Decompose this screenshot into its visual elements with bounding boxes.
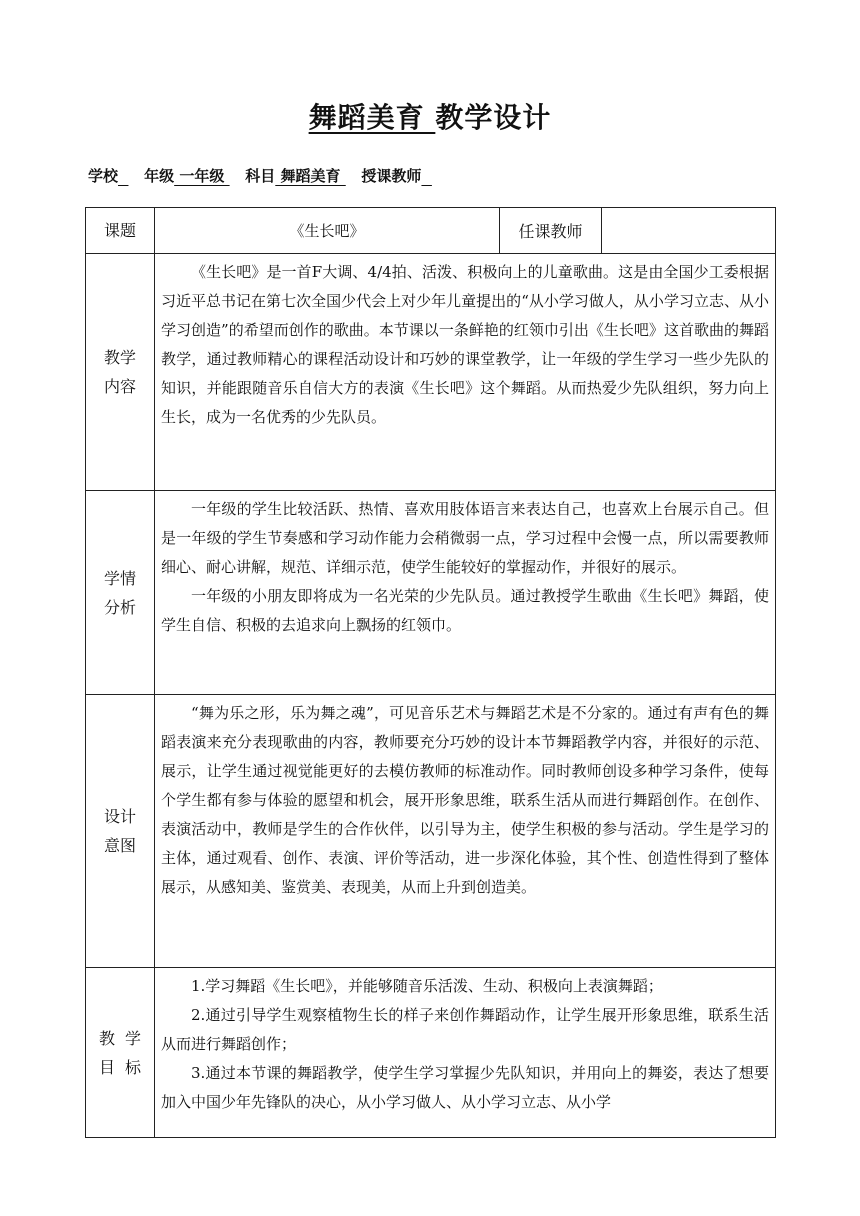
subject-label: 科目 [245,167,276,185]
goals-label-line2: 目标 [98,1057,151,1077]
title-subject: 舞蹈美育 [308,101,436,134]
grade-value: 一年级 [174,167,230,185]
instructor-value [421,167,431,185]
analysis-label-line1: 学情 [103,568,136,588]
content-label-line2: 内容 [103,377,136,396]
subject-value: 舞蹈美育 [275,167,346,185]
content-label-line1: 教学 [103,348,136,367]
content-label [86,254,155,491]
goals-paragraph: 2.通过引导学生观察植物生长的样子来创作舞蹈动作，让学生展开形象思维，联系生活从而进行舞蹈创作； [161,1006,769,1053]
goals-label-line1: 教学 [98,1028,151,1048]
intent-label [86,695,155,968]
intent-paragraph: “舞为乐之形，乐为舞之魂”，可见音乐艺术与舞蹈艺术是不分家的。通过有声有色的舞蹈表演来充分表现歌曲的内容，教师要充分巧妙的设计本节舞蹈教学内容，并很好的示范、展示，让学生通过视觉能更好的去模仿教师的标准动作。同时教师创设多种学习条件，使每个学生都有参与体验的愿望和机会，展开形象思维，联系生活从而进行舞蹈创作。在创作、表演活动中，教师是学生的合作伙伴，以引导为主，使学生积极的参与活动。学生是学习的主体，通过观看、创作、表演、评价等活动，进一步深化体验，其个性、创造性得到了整体展示，从感知美、鉴赏美、表现美，从而上升到创造美。 [161,704,769,896]
topic-row [86,208,776,254]
teacher-value [602,208,776,254]
lesson-plan-table [85,207,776,1138]
intent-label-line1: 设计 [103,807,136,826]
goals-paragraph: 1.学习舞蹈《生长吧》，并能够随音乐活泼、生动、积极向上表演舞蹈； [191,977,663,995]
grade-label: 年级 [144,167,175,185]
goals-label [86,968,155,1138]
topic-label: 课题 [86,208,155,254]
goals-paragraph: 3.通过本节课的舞蹈教学，使学生学习掌握少先队知识，并用向上的舞姿，表达了想要加入中国少年先锋队的决心，从小学习做人、从小学习立志、从小学 [161,1064,769,1111]
document-title [0,98,860,138]
instructor-label: 授课教师 [361,167,422,185]
topic-value: 《生长吧》 [155,208,500,254]
analysis-label [86,491,155,695]
header-meta-line [88,165,432,186]
content-text [155,254,776,491]
goals-text [155,968,776,1138]
intent-label-line2: 意图 [103,836,136,855]
analysis-paragraph: 一年级的学生比较活跃、热情、喜欢用肢体语言来表达自己，也喜欢上台展示自己。但是一年级的学生节奏感和学习动作能力会稍微弱一点，学习过程中会慢一点，所以需要教师细心、耐心讲解，规范、详细示范，使学生能较好的掌握动作，并很好的展示。 [161,500,769,576]
analysis-row [86,491,776,695]
intent-row [86,695,776,968]
school-value [118,167,128,185]
analysis-paragraph: 一年级的小朋友即将成为一名光荣的少先队员。通过教授学生歌曲《生长吧》舞蹈，使学生自信、积极的去追求向上飘扬的红领巾。 [161,587,769,634]
intent-text [155,695,776,968]
title-suffix: 教学设计 [435,101,552,134]
analysis-text [155,491,776,695]
school-label: 学校 [88,167,119,185]
content-row [86,254,776,491]
analysis-label-line2: 分析 [103,597,136,617]
goals-row [86,968,776,1138]
content-paragraph: 《生长吧》是一首F大调、4/4拍、活泼、积极向上的儿童歌曲。这是由全国少工委根据习近平总书记在第七次全国少代会上对少年儿童提出的“从小学习做人，从小学习立志、从小学习创造”的希望而创作的歌曲。本节课以一条鲜艳的红领巾引出《生长吧》这首歌曲的舞蹈教学，通过教师精心的课程活动设计和巧妙的课堂教学，让一年级的学生学习一些少先队的知识，并能跟随音乐自信大方的表演《生长吧》这个舞蹈。从而热爱少先队组织，努力向上生长，成为一名优秀的少先队员。 [161,263,769,426]
teacher-label: 任课教师 [500,208,602,254]
